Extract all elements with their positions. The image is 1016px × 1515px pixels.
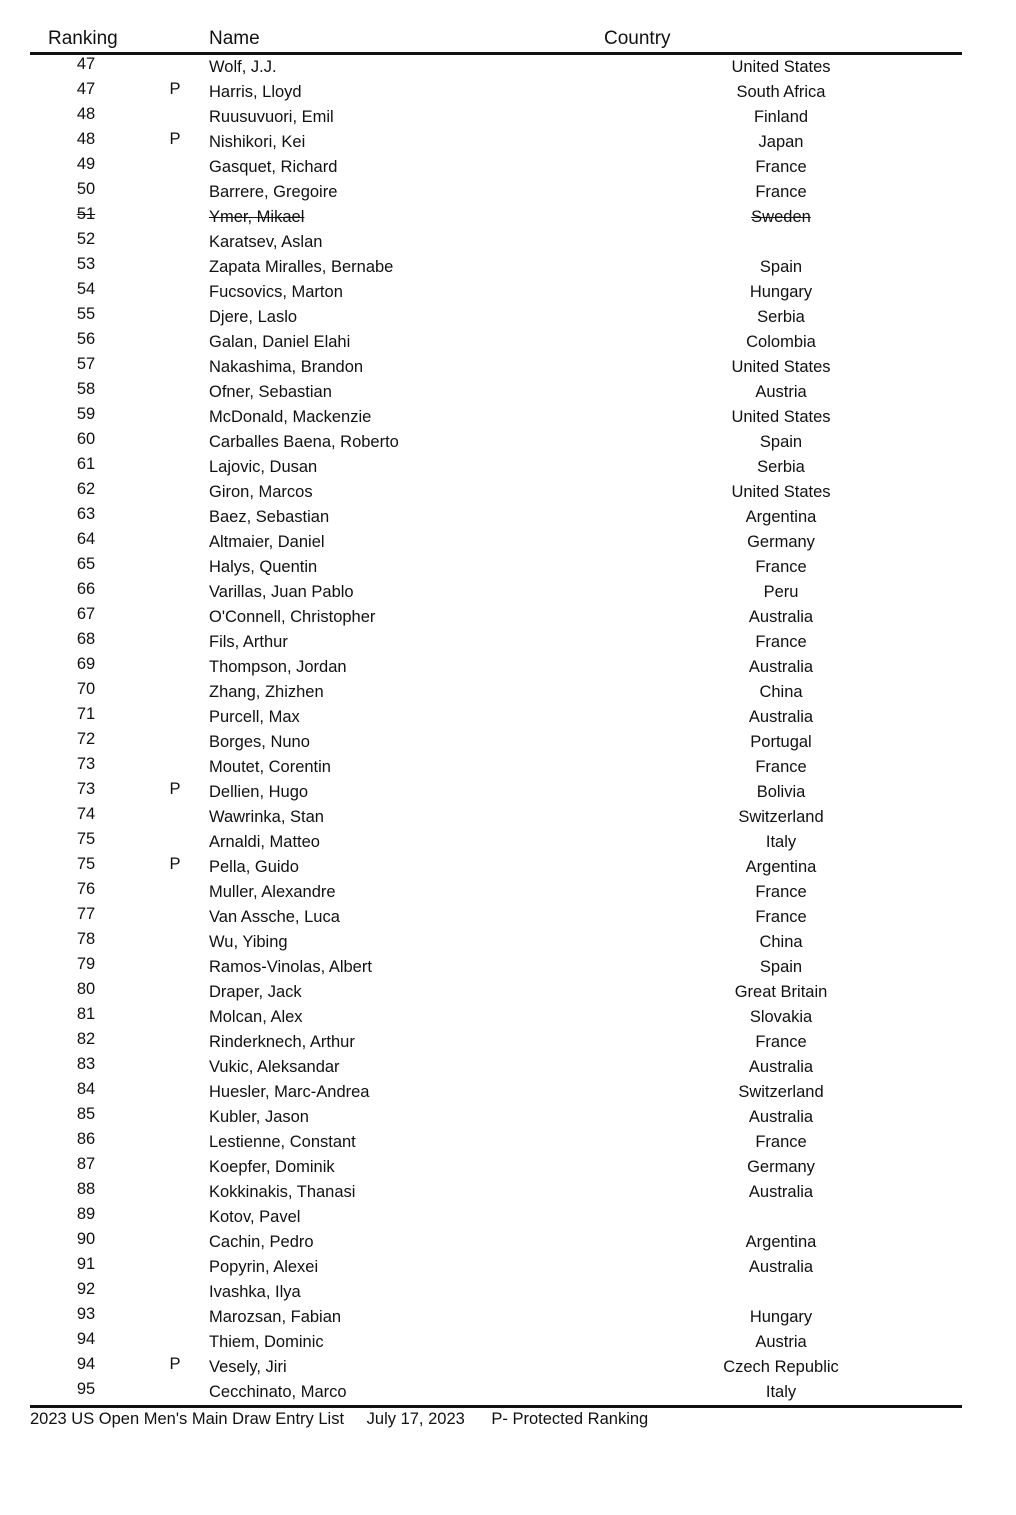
ranking-cell: 67	[76, 605, 96, 623]
player-name: Thiem, Dominic	[209, 1333, 324, 1351]
ranking-cell: 63	[76, 505, 96, 523]
ranking-cell: 81	[76, 1005, 96, 1023]
ranking-cell: 93	[76, 1305, 96, 1323]
table-row	[0, 1081, 1016, 1106]
country-cell: Serbia	[757, 308, 805, 326]
ranking-cell: 94	[76, 1355, 96, 1373]
ranking-cell: 84	[76, 1080, 96, 1098]
player-name: Ymer, Mikael	[209, 208, 305, 226]
ranking-cell: 80	[76, 980, 96, 998]
player-name: Halys, Quentin	[209, 558, 318, 576]
ranking-cell: 76	[76, 880, 96, 898]
country-cell: Serbia	[757, 458, 805, 476]
country-cell: Hungary	[749, 1308, 813, 1326]
footer-legend: P- Protected Ranking	[491, 1410, 649, 1428]
country-cell: Sweden	[751, 208, 811, 226]
ranking-cell: 60	[76, 430, 96, 448]
footer-title: 2023 US Open Men's Main Draw Entry List	[30, 1410, 345, 1428]
player-name: Fucsovics, Marton	[209, 283, 343, 301]
player-name: Nakashima, Brandon	[209, 358, 364, 376]
ranking-cell: 65	[76, 555, 96, 573]
table-row	[0, 281, 1016, 306]
table-row	[0, 1106, 1016, 1131]
ranking-cell: 54	[76, 280, 96, 298]
country-cell: France	[755, 1133, 807, 1151]
country-cell: Australia	[748, 1258, 814, 1276]
ranking-cell: 61	[76, 455, 96, 473]
table-row	[0, 356, 1016, 381]
ranking-cell: 48	[76, 130, 96, 148]
table-row	[0, 606, 1016, 631]
country-cell: Switzerland	[738, 1083, 824, 1101]
ranking-cell: 59	[76, 405, 96, 423]
protected-flag: P	[169, 1355, 181, 1373]
header-country: Country	[604, 28, 671, 49]
ranking-cell: 91	[76, 1255, 96, 1273]
country-cell: Australia	[748, 1058, 814, 1076]
country-cell: France	[755, 633, 807, 651]
table-row	[0, 556, 1016, 581]
ranking-cell: 74	[76, 805, 96, 823]
player-name: Karatsev, Aslan	[209, 233, 323, 251]
ranking-cell: 77	[76, 905, 96, 923]
ranking-cell: 82	[76, 1030, 96, 1048]
header-divider	[30, 52, 962, 55]
table-row	[0, 906, 1016, 931]
player-name: Carballes Baena, Roberto	[209, 433, 399, 451]
player-name: Muller, Alexandre	[209, 883, 336, 901]
table-row	[0, 1381, 1016, 1406]
ranking-cell: 72	[76, 730, 96, 748]
country-cell: France	[755, 183, 807, 201]
player-name: Lestienne, Constant	[209, 1133, 356, 1151]
country-cell: Australia	[748, 658, 814, 676]
ranking-cell: 92	[76, 1280, 96, 1298]
ranking-cell: 56	[76, 330, 96, 348]
player-name: Draper, Jack	[209, 983, 302, 1001]
ranking-cell: 52	[76, 230, 96, 248]
ranking-cell: 87	[76, 1155, 96, 1173]
player-name: Rinderknech, Arthur	[209, 1033, 355, 1051]
player-name: Wolf, J.J.	[209, 58, 277, 76]
country-cell: Australia	[748, 1183, 814, 1201]
header-ranking: Ranking	[48, 28, 118, 49]
country-cell: United States	[731, 358, 831, 376]
player-name: Gasquet, Richard	[209, 158, 338, 176]
country-cell: Czech Republic	[723, 1358, 839, 1376]
country-cell: Austria	[755, 1333, 807, 1351]
table-row	[0, 1206, 1016, 1231]
ranking-cell: 88	[76, 1180, 96, 1198]
table-row	[0, 506, 1016, 531]
table-row	[0, 456, 1016, 481]
player-name: Nishikori, Kei	[209, 133, 306, 151]
country-cell: United States	[731, 483, 831, 501]
player-name: Djere, Laslo	[209, 308, 298, 326]
country-cell: Colombia	[746, 333, 816, 351]
ranking-cell: 75	[76, 830, 96, 848]
table-row	[0, 1156, 1016, 1181]
table-row	[0, 1281, 1016, 1306]
player-name: McDonald, Mackenzie	[209, 408, 372, 426]
table-row	[0, 531, 1016, 556]
ranking-cell: 94	[76, 1330, 96, 1348]
country-cell: Italy	[765, 1383, 797, 1401]
country-cell: China	[759, 683, 803, 701]
table-row	[0, 881, 1016, 906]
ranking-cell: 89	[76, 1205, 96, 1223]
protected-flag: P	[169, 80, 181, 98]
player-name: Barrere, Gregoire	[209, 183, 338, 201]
player-name: Altmaier, Daniel	[209, 533, 325, 551]
table-row	[0, 1181, 1016, 1206]
table-row	[0, 406, 1016, 431]
table-row	[0, 106, 1016, 131]
player-name: Ofner, Sebastian	[209, 383, 332, 401]
player-name: Fils, Arthur	[209, 633, 288, 651]
country-cell: Argentina	[745, 1233, 817, 1251]
table-row	[0, 1131, 1016, 1156]
table-row	[0, 1056, 1016, 1081]
country-cell: Bolivia	[756, 783, 806, 801]
table-row	[0, 206, 1016, 231]
protected-flag: P	[169, 130, 181, 148]
table-row	[0, 981, 1016, 1006]
player-name: Wawrinka, Stan	[209, 808, 324, 826]
ranking-cell: 79	[76, 955, 96, 973]
country-cell: France	[755, 558, 807, 576]
country-cell: Spain	[759, 433, 803, 451]
table-row	[0, 231, 1016, 256]
country-cell: Germany	[747, 1158, 815, 1176]
country-cell: United States	[731, 58, 831, 76]
table-row	[0, 681, 1016, 706]
ranking-cell: 68	[76, 630, 96, 648]
ranking-cell: 66	[76, 580, 96, 598]
country-cell: Spain	[759, 258, 803, 276]
ranking-cell: 55	[76, 305, 96, 323]
table-row	[0, 731, 1016, 756]
country-cell: Germany	[747, 533, 815, 551]
table-row	[0, 156, 1016, 181]
country-cell: Hungary	[749, 283, 813, 301]
country-cell: Austria	[755, 383, 807, 401]
player-name: O'Connell, Christopher	[209, 608, 376, 626]
protected-flag: P	[169, 780, 181, 798]
player-name: Vesely, Jiri	[209, 1358, 287, 1376]
table-row	[0, 1356, 1016, 1381]
table-row	[0, 306, 1016, 331]
table-row	[0, 56, 1016, 81]
table-row	[0, 1231, 1016, 1256]
table-row	[0, 1331, 1016, 1356]
player-name: Koepfer, Dominik	[209, 1158, 335, 1176]
table-row	[0, 581, 1016, 606]
player-name: Thompson, Jordan	[209, 658, 347, 676]
table-row	[0, 656, 1016, 681]
table-row	[0, 181, 1016, 206]
table-row	[0, 781, 1016, 806]
player-name: Dellien, Hugo	[209, 783, 309, 801]
country-cell: Japan	[758, 133, 804, 151]
table-header	[0, 28, 1016, 52]
ranking-cell: 85	[76, 1105, 96, 1123]
table-row	[0, 481, 1016, 506]
country-cell: Peru	[763, 583, 799, 601]
ranking-cell: 47	[76, 80, 96, 98]
player-name: Ruusuvuori, Emil	[209, 108, 334, 126]
player-name: Zhang, Zhizhen	[209, 683, 324, 701]
ranking-cell: 57	[76, 355, 96, 373]
table-row	[0, 1256, 1016, 1281]
country-cell: France	[755, 758, 807, 776]
country-cell: Great Britain	[734, 983, 828, 1001]
player-name: Kotov, Pavel	[209, 1208, 301, 1226]
country-cell: France	[755, 1033, 807, 1051]
ranking-cell: 62	[76, 480, 96, 498]
country-cell: South Africa	[736, 83, 826, 101]
table-row	[0, 856, 1016, 881]
ranking-cell: 73	[76, 755, 96, 773]
country-cell: Spain	[759, 958, 803, 976]
player-name: Lajovic, Dusan	[209, 458, 318, 476]
ranking-cell: 78	[76, 930, 96, 948]
ranking-cell: 50	[76, 180, 96, 198]
footer-date: July 17, 2023	[366, 1410, 465, 1428]
entry-list	[0, 56, 1016, 1406]
player-name: Ivashka, Ilya	[209, 1283, 301, 1301]
ranking-cell: 90	[76, 1230, 96, 1248]
player-name: Van Assche, Luca	[209, 908, 340, 926]
ranking-cell: 49	[76, 155, 96, 173]
country-cell: Switzerland	[738, 808, 824, 826]
player-name: Harris, Lloyd	[209, 83, 302, 101]
country-cell: France	[755, 883, 807, 901]
table-row	[0, 1306, 1016, 1331]
country-cell: France	[755, 908, 807, 926]
player-name: Baez, Sebastian	[209, 508, 330, 526]
table-row	[0, 1031, 1016, 1056]
player-name: Moutet, Corentin	[209, 758, 331, 776]
player-name: Zapata Miralles, Bernabe	[209, 258, 394, 276]
player-name: Borges, Nuno	[209, 733, 310, 751]
country-cell: France	[755, 158, 807, 176]
player-name: Arnaldi, Matteo	[209, 833, 320, 851]
player-name: Purcell, Max	[209, 708, 300, 726]
table-row	[0, 81, 1016, 106]
ranking-cell: 64	[76, 530, 96, 548]
country-cell: Italy	[765, 833, 797, 851]
player-name: Ramos-Vinolas, Albert	[209, 958, 372, 976]
table-row	[0, 806, 1016, 831]
player-name: Pella, Guido	[209, 858, 299, 876]
table-row	[0, 256, 1016, 281]
player-name: Vukic, Aleksandar	[209, 1058, 340, 1076]
table-row	[0, 931, 1016, 956]
player-name: Huesler, Marc-Andrea	[209, 1083, 370, 1101]
ranking-cell: 51	[76, 205, 96, 223]
country-cell: United States	[731, 408, 831, 426]
player-name: Marozsan, Fabian	[209, 1308, 342, 1326]
table-row	[0, 1006, 1016, 1031]
country-cell: Argentina	[745, 508, 817, 526]
country-cell: Australia	[748, 1108, 814, 1126]
country-cell: Portugal	[750, 733, 812, 751]
country-cell: China	[759, 933, 803, 951]
table-row	[0, 706, 1016, 731]
country-cell: Australia	[748, 708, 814, 726]
player-name: Cachin, Pedro	[209, 1233, 314, 1251]
ranking-cell: 86	[76, 1130, 96, 1148]
ranking-cell: 48	[76, 105, 96, 123]
country-cell: Finland	[753, 108, 809, 126]
country-cell: Australia	[748, 608, 814, 626]
player-name: Varillas, Juan Pablo	[209, 583, 354, 601]
player-name: Giron, Marcos	[209, 483, 313, 501]
table-row	[0, 956, 1016, 981]
player-name: Molcan, Alex	[209, 1008, 303, 1026]
ranking-cell: 47	[76, 55, 96, 73]
table-row	[0, 131, 1016, 156]
table-row	[0, 331, 1016, 356]
ranking-cell: 58	[76, 380, 96, 398]
ranking-cell: 83	[76, 1055, 96, 1073]
ranking-cell: 71	[76, 705, 96, 723]
player-name: Kokkinakis, Thanasi	[209, 1183, 356, 1201]
player-name: Cecchinato, Marco	[209, 1383, 347, 1401]
player-name: Wu, Yibing	[209, 933, 288, 951]
player-name: Galan, Daniel Elahi	[209, 333, 351, 351]
country-cell: Slovakia	[749, 1008, 813, 1026]
table-row	[0, 631, 1016, 656]
table-row	[0, 756, 1016, 781]
country-cell: Argentina	[745, 858, 817, 876]
table-row	[0, 431, 1016, 456]
table-row	[0, 831, 1016, 856]
ranking-cell: 70	[76, 680, 96, 698]
player-name: Kubler, Jason	[209, 1108, 309, 1126]
ranking-cell: 53	[76, 255, 96, 273]
ranking-cell: 73	[76, 780, 96, 798]
protected-flag: P	[169, 855, 181, 873]
player-name: Popyrin, Alexei	[209, 1258, 319, 1276]
table-row	[0, 381, 1016, 406]
ranking-cell: 95	[76, 1380, 96, 1398]
footer-divider	[30, 1405, 962, 1408]
footer	[30, 1410, 648, 1429]
header-name: Name	[209, 28, 260, 49]
ranking-cell: 75	[76, 855, 96, 873]
ranking-cell: 69	[76, 655, 96, 673]
